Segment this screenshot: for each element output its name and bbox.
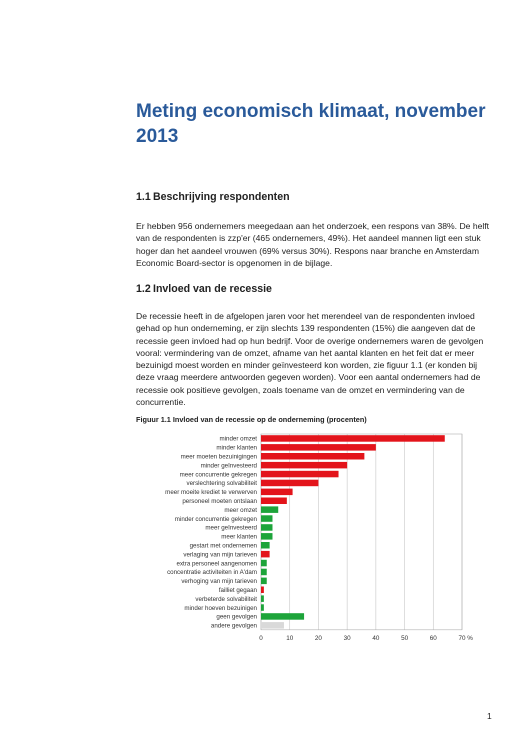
category-label: meer moeten bezuinigingen xyxy=(180,453,257,461)
category-label: minder concurrentie gekregen xyxy=(174,515,257,523)
x-tick-label: 10 xyxy=(286,634,294,642)
section-number: 1.1 xyxy=(136,191,151,203)
bar xyxy=(261,435,445,442)
x-tick-label: 30 xyxy=(343,634,351,642)
x-tick-label: 60 xyxy=(429,634,437,642)
bar xyxy=(261,462,347,469)
category-label: gestart met ondernemen xyxy=(189,542,257,550)
bar xyxy=(261,498,287,505)
category-label: minder hoeven bezuinigen xyxy=(184,604,257,612)
page-title: Meting economisch klimaat, november 2013 xyxy=(136,101,486,147)
category-label: meer geïnvesteerd xyxy=(205,524,257,532)
bar xyxy=(261,444,376,451)
bar xyxy=(261,515,272,522)
bar xyxy=(261,551,270,558)
category-label: concentratie activiteiten in A'dam xyxy=(167,569,257,577)
category-label: verhoging van mijn tarieven xyxy=(181,578,257,586)
section-heading-text: Beschrijving respondenten xyxy=(153,191,290,203)
category-label: verslechtering solvabiliteit xyxy=(186,480,257,488)
x-tick-label: 0 xyxy=(259,634,263,642)
bar xyxy=(261,595,264,602)
x-tick-label: 20 xyxy=(314,634,322,642)
x-tick-label: 70 xyxy=(458,634,466,642)
paragraph-respondents: Er hebben 956 ondernemers meegedaan aan het onderzoek, een respons van 38%. De helft van de respondenten is zzp'er (465 ondernemers, 49%). Het aandeel mannen ligt een stuk hoger dan het aandeel vrouwen (69% versus 30%). Respons naar branche en Amsterdam Economic Board-sector is opgenomen in de bijlage. xyxy=(136,221,490,268)
category-label: minder omzet xyxy=(219,435,257,443)
category-label: extra personeel aangenomen xyxy=(176,560,257,568)
category-label: meer moeite krediet te verwerven xyxy=(165,489,257,497)
category-label: geen gevolgen xyxy=(216,613,257,621)
bar xyxy=(261,578,267,585)
figure-caption: Figuur 1.1 Invloed van de recessie op de onderneming (procenten) xyxy=(136,415,367,424)
bar xyxy=(261,489,293,496)
x-tick-label: 40 xyxy=(372,634,380,642)
bar xyxy=(261,453,364,460)
category-label: minder klanten xyxy=(216,444,257,452)
bar xyxy=(261,560,267,567)
category-label: meer concurrentie gekregen xyxy=(179,471,257,479)
bar xyxy=(261,587,264,594)
bar xyxy=(261,604,264,611)
bar xyxy=(261,506,278,513)
category-label: andere gevolgen xyxy=(210,622,257,630)
section-heading-text: Invloed van de recessie xyxy=(153,283,272,295)
category-label: verlaging van mijn tarieven xyxy=(183,551,257,559)
bar xyxy=(261,542,270,549)
section-number: 1.2 xyxy=(136,283,151,295)
category-label: verbeterde solvabiliteit xyxy=(195,595,257,603)
category-label: minder geïnvesteerd xyxy=(200,462,257,470)
category-label: meer klanten xyxy=(221,533,257,541)
bar xyxy=(261,569,267,576)
bar xyxy=(261,613,304,620)
bar xyxy=(261,533,272,540)
paragraph-recession: De recessie heeft in de afgelopen jaren voor het merendeel van de respondenten invloed gehad op hun onderneming, er zijn slechts 139 respondenten (15%) die aangeven dat de recessie geen invloed had op hun bedrijf. Voor de overige ondernemers waren de gevolgen vooral: vermindering van de omzet, afname van het aantal klanten en het feit dat er meer bezuinigd moest worden en minder geïnvesteerd kon worden, zie figuur 1.1 (er konden bij deze vraag meerdere antwoorden gegeven worden). Voor een aantal ondernemers had de recessie ook positieve gevolgen, zoals toename van de omzet en vermindering van de concurrentie. xyxy=(136,311,484,408)
category-label: failliet gegaan xyxy=(218,586,257,594)
x-tick-label: 50 xyxy=(401,634,409,642)
page-number: 1 xyxy=(487,711,492,721)
category-label: personeel moeten ontslaan xyxy=(182,497,257,505)
bar xyxy=(261,622,284,629)
category-label: meer omzet xyxy=(224,506,257,514)
bar xyxy=(261,480,318,487)
bar xyxy=(261,471,339,478)
x-axis-label: % xyxy=(467,634,473,642)
bar xyxy=(261,524,272,531)
